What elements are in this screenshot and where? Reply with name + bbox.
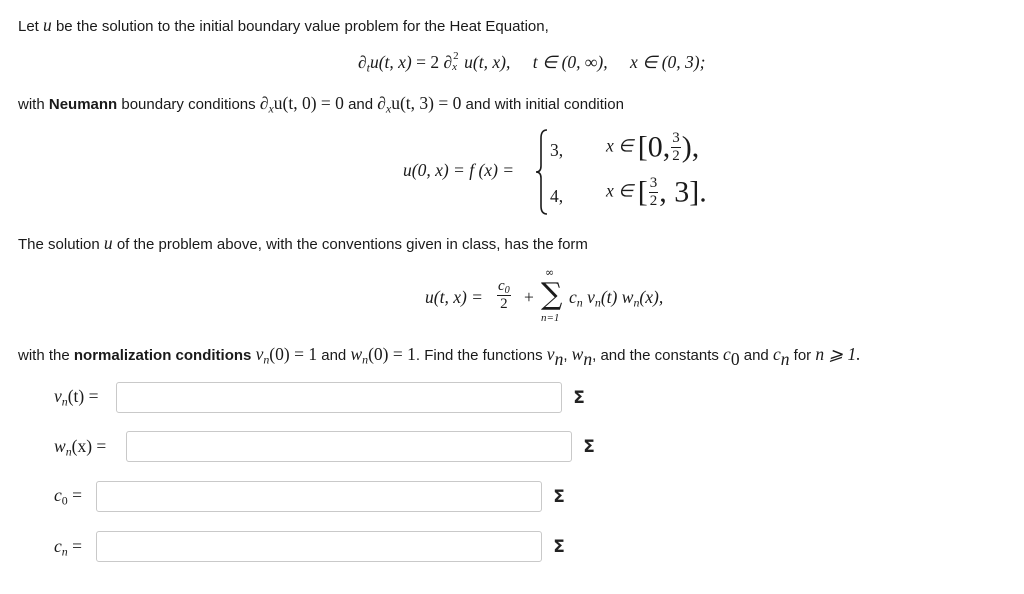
case2-num: 3 (649, 175, 658, 191)
bc1-partial: ∂ (259, 93, 269, 113)
t-domain: t ∈ (0, ∞), (532, 52, 608, 72)
pde-rhs: u(t, x), (464, 52, 511, 72)
case1-cond: x ∈ (606, 135, 634, 156)
wn-arg: (x) = (71, 436, 107, 456)
equals: = (416, 52, 427, 72)
norm-and1: and (321, 347, 347, 364)
cn-input[interactable] (96, 531, 542, 562)
vn-arg: (t) = (67, 386, 99, 406)
norm-c0: c (723, 344, 731, 364)
case2-condition (606, 176, 707, 209)
case1-den: 2 (672, 148, 680, 164)
cn-equation-editor-button[interactable]: Σ (544, 531, 574, 562)
norm-c0-sub: 0 (730, 348, 740, 369)
series-term (569, 287, 663, 308)
norm-wn-sub: n (583, 348, 593, 369)
cn-label-eq: = (72, 536, 82, 556)
wn-equation-editor-button[interactable]: Σ (574, 431, 604, 462)
norm-cn: c (772, 344, 781, 364)
c0-label-eq: = (72, 485, 82, 505)
solution-suffix: of the problem above, with the conventions given in class, has the form (116, 236, 588, 253)
norm-and2: and (743, 347, 769, 364)
term-v-arg: (t) (600, 287, 618, 307)
term-v-sub: n (594, 295, 601, 310)
wn-label (54, 436, 106, 457)
c0-input[interactable] (96, 481, 542, 512)
vn-sub: n (61, 394, 68, 409)
bc1-sub: x (268, 101, 274, 116)
vn-input[interactable] (116, 382, 562, 413)
sum-lower: n=1 (541, 312, 560, 324)
case1-left: [0, (637, 130, 671, 164)
norm-cn-sub: n (780, 348, 790, 369)
solution-var-u: u (103, 233, 113, 253)
c0-frac (497, 279, 511, 312)
intro-text-rest: be the solution to the initial boundary value problem for the Heat Equation, (55, 18, 549, 35)
term-w: w (621, 287, 634, 307)
intro-text: Let (18, 18, 39, 35)
wn-input[interactable] (126, 431, 572, 462)
norm-v-sub: n (263, 352, 270, 367)
partial-sub: t (366, 60, 370, 75)
term-w-sub: n (633, 295, 640, 310)
bc-prefix: with (18, 96, 45, 113)
norm-w: w (350, 344, 363, 364)
x-domain: x ∈ (0, 3); (629, 52, 706, 72)
boundary-conditions (18, 93, 624, 114)
c0-label-var: c (54, 485, 62, 505)
norm-vn-sub: n (554, 348, 564, 369)
case2-den: 2 (649, 193, 658, 209)
case1-condition (606, 131, 699, 164)
term-v: v (587, 287, 595, 307)
c0-label (54, 485, 82, 506)
partial-symbol-2: ∂ (443, 52, 453, 72)
normalization-line (18, 344, 861, 369)
c0-equation-editor-button[interactable]: Σ (544, 481, 574, 512)
series-lhs: u(t, x) = (425, 287, 483, 307)
case2-left: [ (637, 175, 648, 209)
norm-for: for (793, 347, 812, 364)
sum-upper: ∞ (545, 266, 555, 279)
bc-and: and (348, 96, 374, 113)
bc2-rest: u(t, 3) = 0 (391, 93, 462, 113)
pde-lhs: u(t, x) (369, 52, 412, 72)
norm-cond: n ⩾ 1. (815, 344, 861, 364)
bc-neumann: Neumann (48, 96, 118, 113)
bc2-sub: x (385, 101, 392, 116)
norm-bold: normalization conditions (73, 347, 252, 364)
vn-label (54, 386, 99, 407)
case2-right: , 3]. (659, 175, 707, 209)
series-plus: + (524, 287, 534, 307)
solution-prefix: The solution (18, 236, 100, 253)
case1-frac (671, 131, 681, 164)
c0-den: 2 (500, 296, 508, 312)
intro-line (18, 15, 549, 36)
var-u: u (43, 15, 52, 35)
coefficient: 2 (430, 52, 440, 72)
heat-equation (358, 52, 705, 73)
ic-lhs: u(0, x) = f (x) = (403, 160, 515, 180)
cn-label-var: c (54, 536, 62, 556)
c0-over-2 (497, 279, 511, 312)
norm-prefix: with the (18, 347, 70, 364)
left-brace (534, 128, 550, 216)
partial-sup: 2 (453, 50, 459, 62)
partial-subx: x (452, 61, 458, 73)
norm-find: . Find the functions (415, 347, 543, 364)
term-c-sub: n (576, 295, 583, 310)
norm-v-rest: (0) = 1 (269, 344, 318, 364)
norm-wn: w (571, 344, 584, 364)
bc1-rest: u(t, 0) = 0 (273, 93, 344, 113)
partial-scripts (452, 50, 464, 73)
vn-equation-editor-button[interactable]: Σ (564, 382, 594, 413)
summation-symbol: ∑ (541, 277, 563, 312)
term-w-arg: (x), (639, 287, 664, 307)
bc-suffix: and with initial condition (465, 96, 624, 113)
bc2-partial: ∂ (377, 93, 386, 113)
case2-value: 4, (550, 186, 564, 206)
case2-frac (649, 176, 659, 209)
norm-comma2: , and the constants (592, 347, 719, 364)
norm-w-sub: n (362, 352, 369, 367)
case1-value: 3, (550, 140, 564, 160)
norm-vn: v (546, 344, 555, 364)
case2-cond: x ∈ (606, 180, 634, 201)
cn-label-sub: n (61, 544, 68, 559)
c0-sub: 0 (504, 284, 510, 296)
case1-num: 3 (672, 130, 680, 146)
bc-middle: boundary conditions (121, 96, 256, 113)
c0-var: c (498, 278, 505, 294)
norm-w-rest: (0) = 1 (368, 344, 416, 364)
solution-intro (18, 233, 588, 254)
cn-label (54, 536, 82, 557)
c0-label-sub: 0 (61, 493, 68, 508)
vn-var: v (54, 386, 62, 406)
case1-right: ), (681, 130, 700, 164)
term-c: c (569, 287, 577, 307)
norm-comma1: , (563, 347, 568, 364)
norm-v: v (255, 344, 264, 364)
partial-symbol: ∂ (358, 52, 367, 72)
wn-var: w (54, 436, 66, 456)
wn-sub: n (65, 444, 72, 459)
